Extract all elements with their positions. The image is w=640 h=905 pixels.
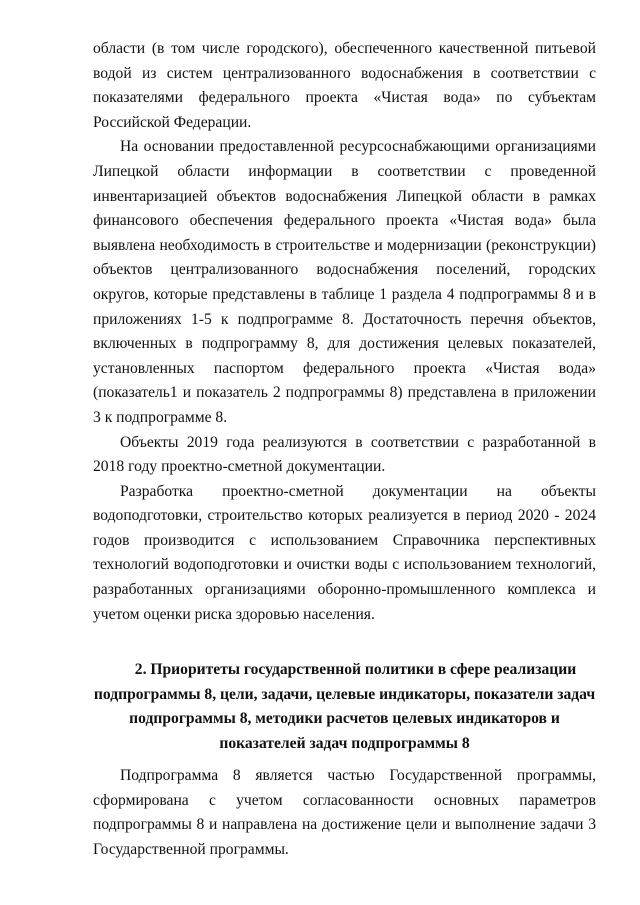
body-text-bottom (93, 764, 596, 862)
paragraph-design-documentation: Разработка проектно-сметной документации на объекты водоподготовки, строительство которых реализуется в период 2020 - 2024 годов производится с использованием Справочника перспективных технологий водоподготовки и очистки воды с использованием технологий, разработанных организациями оборонно-промышленного комплекса и учетом оценки риска здоровью населения. (93, 482, 596, 623)
section-heading (93, 658, 596, 756)
paragraph-subprogram-8: Подпрограмма 8 является частью Государственной программы, сформирована с учетом согласованности основных параметров подпрограммы 8 и направлена на достижение цели и выполнение задачи 3 Государственной программы. (93, 767, 596, 858)
paragraph-objects-2019: Объекты 2019 года реализуются в соответствии с разработанной в 2018 году проектно-сметной документации. (93, 433, 596, 476)
heading-line: 2. Приоритеты государственной политики в сфере реализации (134, 661, 577, 678)
heading-line: подпрограммы 8, методики расчетов целевых индикаторов и (129, 710, 560, 727)
heading-line: показателей задач подпрограммы 8 (219, 734, 470, 752)
body-text-top (93, 37, 596, 627)
heading-line: подпрограммы 8, цели, задачи, целевые индикаторы, показатели задач (93, 685, 596, 703)
paragraph-resources: На основании предоставленной ресурсоснабжающими организациями Липецкой области информации в соответствии с проведенной инвентаризацией объектов водоснабжения Липецкой области в рамках финансового обеспечения федерального проекта «Чистая вода» была выявлена необходимость в строительстве и модернизации (реконструкции) объектов централизованного водоснабжения поселений, городских округов, которые представлены в таблице 1 раздела 4 подпрограммы 8 и в приложениях 1-5 к подпрограмме 8. Достаточность перечня объектов, включенных в подпрограмму 8, для достижения целевых показателей, установленных паспортом федерального проекта «Чистая вода» (показатель1 и показатель 2 подпрограммы 8) представлена в приложении 3 к подпрограмме 8. (93, 138, 596, 426)
paragraph-continuation: области (в том числе городского), обеспеченного качественной питьевой водой из систем централизованного водоснабжения в соответствии с показателями федерального проекта «Чистая вода» по субъектам Российской Федерации. (93, 40, 596, 131)
